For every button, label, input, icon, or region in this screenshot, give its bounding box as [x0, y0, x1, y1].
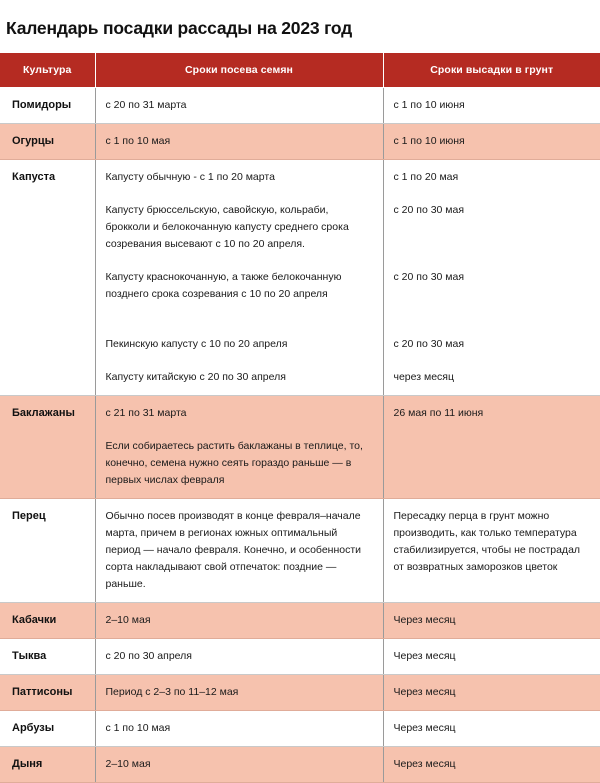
- entry-list: [394, 97, 591, 114]
- entry-text: с 1 по 10 мая: [105, 721, 171, 734]
- entry-text: 2–10 мая: [105, 757, 151, 770]
- entry-list: [106, 756, 373, 773]
- table-row: [0, 123, 600, 159]
- cell-sowing-dates: [95, 602, 383, 638]
- cell-planting-dates: [383, 710, 600, 746]
- cell-sowing-dates: [95, 395, 383, 498]
- entry-list: [394, 612, 591, 629]
- entry-text: Через месяц: [393, 757, 456, 770]
- table-row: [0, 87, 600, 123]
- table-row: [0, 498, 600, 602]
- cell-planting-dates: [383, 159, 600, 395]
- cell-sowing-dates: [95, 498, 383, 602]
- cell-culture: Огурцы: [0, 123, 95, 159]
- table-row: [0, 674, 600, 710]
- cell-culture: Тыква: [0, 638, 95, 674]
- entry-text: с 1 по 10 июня: [393, 98, 465, 111]
- entry-text: Капусту краснокочанную, а также белокочанную позднего срока созревания с 10 по 20 апреля: [105, 270, 342, 300]
- cell-culture: Кабачки: [0, 602, 95, 638]
- entry-text: Если собираетесь растить баклажаны в теплице, то, конечно, семена нужно сеять гораздо раньше — в первых числах февраля: [105, 439, 363, 486]
- cell-planting-dates: [383, 87, 600, 123]
- entry-text: с 1 по 10 июня: [393, 134, 465, 147]
- table-row: [0, 710, 600, 746]
- entry-list: [106, 684, 373, 701]
- cell-planting-dates: [383, 746, 600, 782]
- entry-text: Обычно посев производят в конце февраля–начале марта, причем в регионах южных оптимальный период — начало февраля. Конечно, и особенности сорта накладывают свой отпечаток: поздние — раньше.: [105, 509, 362, 590]
- entry-text: Через месяц: [393, 649, 456, 662]
- entry-text: Пекинскую капусту с 10 по 20 апреля: [105, 337, 288, 350]
- entry-list: [394, 508, 591, 576]
- cell-sowing-dates: [95, 87, 383, 123]
- entry-list: [106, 169, 373, 386]
- entry-text: через месяц: [393, 370, 454, 383]
- entry-list: [106, 508, 373, 593]
- entry-list: [394, 648, 591, 665]
- cell-sowing-dates: [95, 746, 383, 782]
- cell-culture: Паттисоны: [0, 674, 95, 710]
- cell-culture: Арбузы: [0, 710, 95, 746]
- entry-text: 26 мая по 11 июня: [393, 406, 484, 419]
- table-row: [0, 638, 600, 674]
- planting-calendar-table: [0, 53, 600, 783]
- entry-text: Период с 2–3 по 11–12 мая: [105, 685, 239, 698]
- entry-text: Через месяц: [393, 685, 456, 698]
- cell-culture: Дыня: [0, 746, 95, 782]
- entry-text: с 20 по 30 мая: [393, 270, 465, 283]
- page-root: [0, 12, 600, 770]
- cell-culture: Помидоры: [0, 87, 95, 123]
- entry-list: [394, 684, 591, 701]
- entry-list: [106, 133, 373, 150]
- entry-list: [394, 133, 591, 150]
- entry-list: [106, 97, 373, 114]
- entry-text: с 1 по 10 мая: [105, 134, 171, 147]
- cell-sowing-dates: [95, 710, 383, 746]
- entry-text: Через месяц: [393, 613, 456, 626]
- page-title: Календарь посадки рассады на 2023 год: [6, 17, 353, 38]
- cell-sowing-dates: [95, 638, 383, 674]
- entry-list: [394, 720, 591, 737]
- column-header-culture: Культура: [0, 53, 95, 87]
- entry-text: Капусту китайскую с 20 по 30 апреля: [105, 370, 286, 383]
- table-row: [0, 602, 600, 638]
- entry-text: Через месяц: [393, 721, 456, 734]
- table-head: [0, 53, 600, 87]
- table-body: [0, 87, 600, 782]
- entry-list: [106, 648, 373, 665]
- cell-sowing-dates: [95, 674, 383, 710]
- table-row: [0, 746, 600, 782]
- entry-text: Капусту обычную - с 1 по 20 марта: [105, 170, 275, 183]
- entry-text: с 21 по 31 марта: [105, 406, 187, 419]
- cell-planting-dates: [383, 395, 600, 498]
- entry-list: [394, 756, 591, 773]
- entry-text: с 20 по 30 апреля: [105, 649, 192, 662]
- cell-planting-dates: [383, 123, 600, 159]
- entry-list: [106, 612, 373, 629]
- cell-culture: Перец: [0, 498, 95, 602]
- cell-planting-dates: [383, 602, 600, 638]
- cell-sowing-dates: [95, 159, 383, 395]
- entry-list: [394, 169, 591, 386]
- cell-sowing-dates: [95, 123, 383, 159]
- entry-text: с 20 по 30 мая: [393, 337, 465, 350]
- entry-list: [394, 405, 591, 422]
- entry-text: Пересадку перца в грунт можно производить, как только температура стабилизируется, чтобы не пострадал от возвратных заморозков цветок: [393, 509, 581, 573]
- table-row: [0, 395, 600, 498]
- entry-text: с 20 по 30 мая: [393, 203, 465, 216]
- entry-list: [106, 405, 373, 489]
- entry-text: с 20 по 31 марта: [105, 98, 187, 111]
- cell-culture: Баклажаны: [0, 395, 95, 498]
- entry-text: с 1 по 20 мая: [393, 170, 459, 183]
- column-header-sowing: Сроки посева семян: [95, 53, 383, 87]
- cell-planting-dates: [383, 498, 600, 602]
- cell-planting-dates: [383, 638, 600, 674]
- entry-text: 2–10 мая: [105, 613, 151, 626]
- cell-culture: Капуста: [0, 159, 95, 395]
- entry-text: Капусту брюссельскую, савойскую, кольраби, брокколи и белокочанную капусту среднего срока созревания высевают с 10 по 20 апреля.: [105, 203, 349, 250]
- table-header-row: [0, 53, 600, 87]
- table-row: [0, 159, 600, 395]
- column-header-planting: Сроки высадки в грунт: [383, 53, 600, 87]
- entry-list: [106, 720, 373, 737]
- cell-planting-dates: [383, 674, 600, 710]
